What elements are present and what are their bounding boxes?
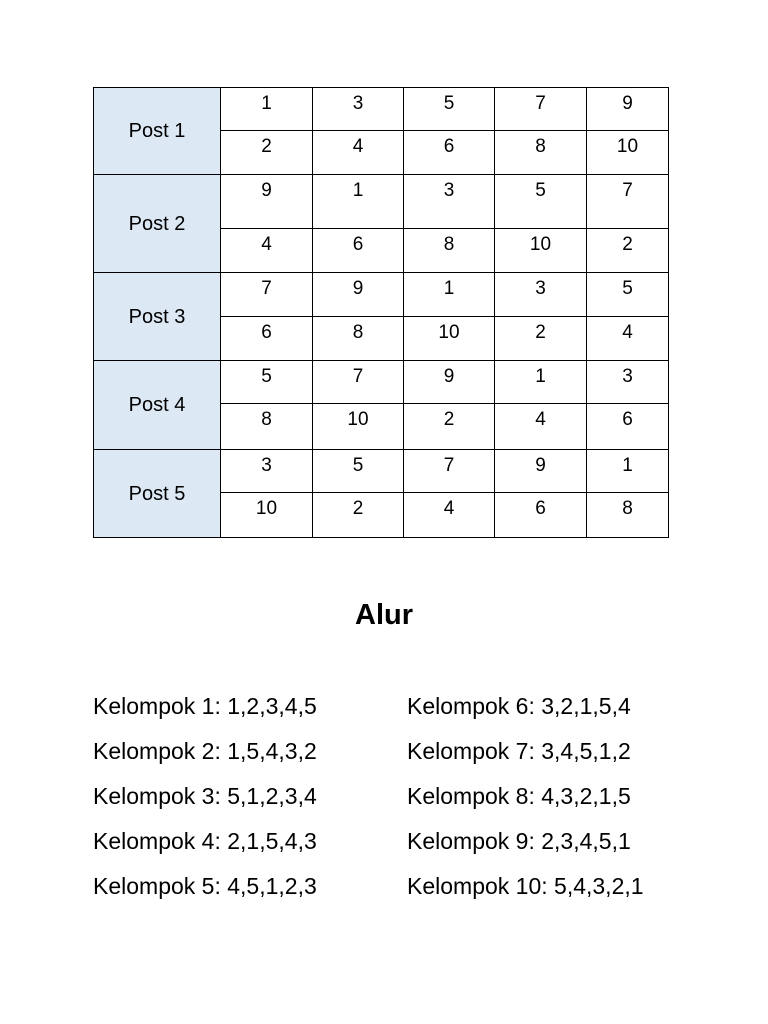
table-cell: 4	[221, 229, 313, 273]
post-label: Post 2	[94, 175, 221, 273]
table-cell: 6	[495, 493, 587, 538]
table-cell: 3	[221, 450, 313, 493]
table-cell: 9	[587, 88, 669, 131]
table-cell: 5	[313, 450, 404, 493]
table-cell: 1	[313, 175, 404, 229]
table-row	[94, 175, 669, 229]
table-cell: 8	[587, 493, 669, 538]
table-cell: 4	[587, 317, 669, 361]
post-label: Post 5	[94, 450, 221, 538]
group-item: Kelompok 3: 5,1,2,3,4	[93, 783, 317, 809]
table-cell: 6	[587, 404, 669, 450]
group-item: Kelompok 1: 1,2,3,4,5	[93, 693, 317, 719]
table-cell: 7	[221, 273, 313, 317]
table-cell: 2	[495, 317, 587, 361]
table-cell: 9	[495, 450, 587, 493]
table-cell: 10	[313, 404, 404, 450]
table-cell: 3	[587, 361, 669, 404]
table-cell: 5	[495, 175, 587, 229]
table-cell: 10	[495, 229, 587, 273]
table-cell: 9	[221, 175, 313, 229]
table-cell: 1	[404, 273, 495, 317]
table-cell: 3	[313, 88, 404, 131]
table-cell: 5	[221, 361, 313, 404]
group-list-right	[407, 684, 644, 909]
table-cell: 8	[404, 229, 495, 273]
table-cell: 2	[221, 131, 313, 175]
table-cell: 2	[587, 229, 669, 273]
table-cell: 5	[404, 88, 495, 131]
group-item: Kelompok 10: 5,4,3,2,1	[407, 873, 644, 899]
post-label: Post 4	[94, 361, 221, 450]
post-label: Post 3	[94, 273, 221, 361]
table-cell: 3	[404, 175, 495, 229]
table-cell: 8	[495, 131, 587, 175]
table-cell: 4	[495, 404, 587, 450]
table-row	[94, 361, 669, 404]
table-cell: 6	[404, 131, 495, 175]
group-item: Kelompok 4: 2,1,5,4,3	[93, 828, 317, 854]
group-item: Kelompok 9: 2,3,4,5,1	[407, 828, 631, 854]
post-table-body	[94, 88, 669, 538]
table-cell: 10	[404, 317, 495, 361]
table-cell: 9	[404, 361, 495, 404]
table-cell: 3	[495, 273, 587, 317]
table-cell: 7	[313, 361, 404, 404]
group-item: Kelompok 2: 1,5,4,3,2	[93, 738, 317, 764]
table-cell: 9	[313, 273, 404, 317]
table-cell: 1	[495, 361, 587, 404]
table-cell: 1	[587, 450, 669, 493]
table-cell: 1	[221, 88, 313, 131]
group-list-left	[93, 684, 317, 909]
table-cell: 6	[221, 317, 313, 361]
post-label: Post 1	[94, 88, 221, 175]
table-cell: 4	[313, 131, 404, 175]
table-row	[94, 273, 669, 317]
table-cell: 2	[404, 404, 495, 450]
table-cell: 8	[313, 317, 404, 361]
table-cell: 8	[221, 404, 313, 450]
group-item: Kelompok 8: 4,3,2,1,5	[407, 783, 631, 809]
alur-title: Alur	[355, 599, 413, 631]
table-cell: 7	[587, 175, 669, 229]
table-cell: 6	[313, 229, 404, 273]
table-cell: 10	[221, 493, 313, 538]
table-row	[94, 450, 669, 493]
table-row	[94, 88, 669, 131]
table-cell: 7	[495, 88, 587, 131]
table-cell: 2	[313, 493, 404, 538]
table-cell: 7	[404, 450, 495, 493]
group-item: Kelompok 6: 3,2,1,5,4	[407, 693, 631, 719]
table-cell: 4	[404, 493, 495, 538]
group-item: Kelompok 7: 3,4,5,1,2	[407, 738, 631, 764]
table-cell: 5	[587, 273, 669, 317]
group-item: Kelompok 5: 4,5,1,2,3	[93, 873, 317, 899]
post-rotation-table	[93, 87, 669, 538]
table-cell: 10	[587, 131, 669, 175]
